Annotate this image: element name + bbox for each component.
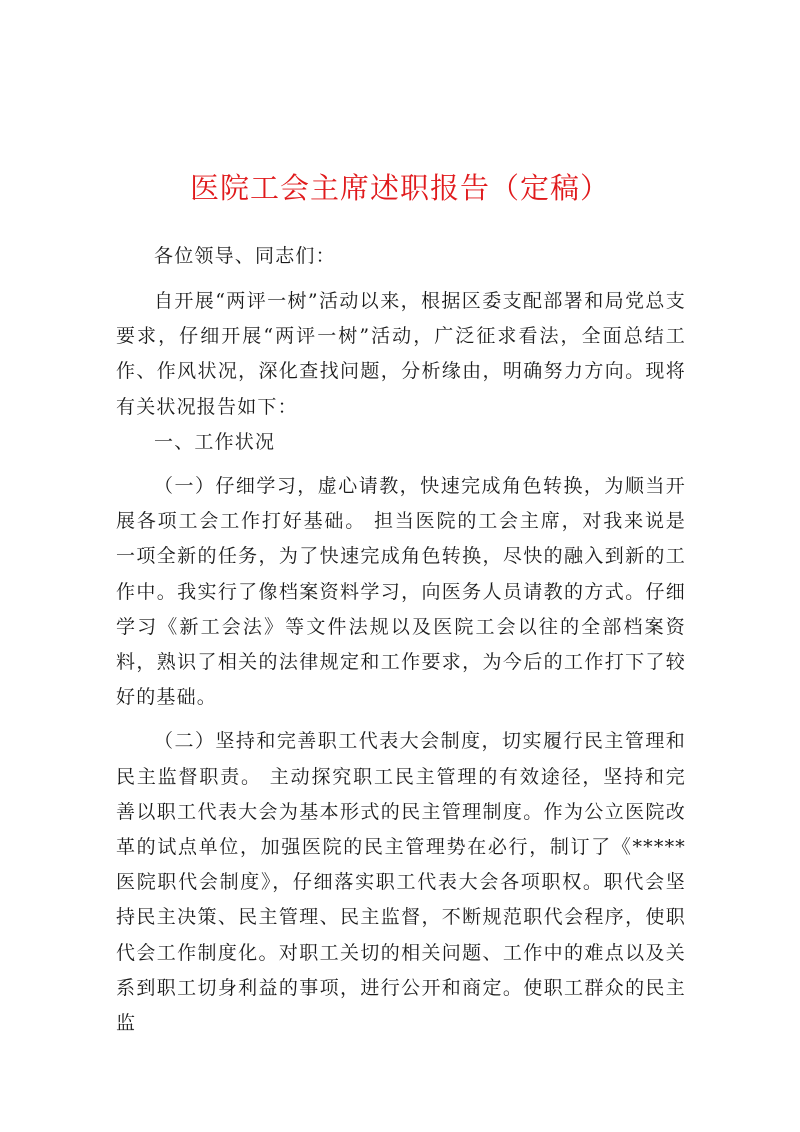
salutation-block [116, 239, 686, 274]
paragraph-2: （二）坚持和完善职工代表大会制度，切实履行民主管理和民主监督职责。 主动探究职工民主管理的有效途径，坚持和完善以职工代表大会为基本形式的民主管理制度。作为公立医院改革的试点单位，加强医院的民主管理势在必行，制订了《*****医院职代会制度》，仔细落实职工代表大会各项职权。职代会坚持民主决策、民主管理、民主监督，不断规范职代会程序，使职代会工作制度化。对职工关切的相关问题、工作中的难点以及关系到职工切身利益的事项，进行公开和商定。使职工群众的民主监 [116, 730, 686, 1035]
intro-paragraph: 自开展“两评一树”活动以来，根据区委支配部署和局党总支要求，仔细开展“两评一树”活动，广泛征求看法，全面总结工作、作风状况，深化查找问题，分析缘由，明确努力方向。现将有关状况报告如下： [116, 290, 686, 418]
document-body [116, 284, 686, 1041]
document-title: 医院工会主席述职报告（定稿） [189, 171, 610, 205]
section-heading: 一、工作状况 [154, 430, 276, 453]
salutation: 各位领导、同志们： [154, 245, 336, 267]
paragraph-1: （一）仔细学习，虚心请教，快速完成角色转换，为顺当开展各项工会工作打好基础。 担当医院的工会主席，对我来说是一项全新的任务，为了快速完成角色转换，尽快的融入到新的工作中。我实行了像档案资料学习，向医务人员请教的方式。仔细学习《新工会法》等文件法规以及医院工会以往的全部档案资料，熟识了相关的法律规定和工作要求，为今后的工作打下了较好的基础。 [116, 475, 686, 709]
